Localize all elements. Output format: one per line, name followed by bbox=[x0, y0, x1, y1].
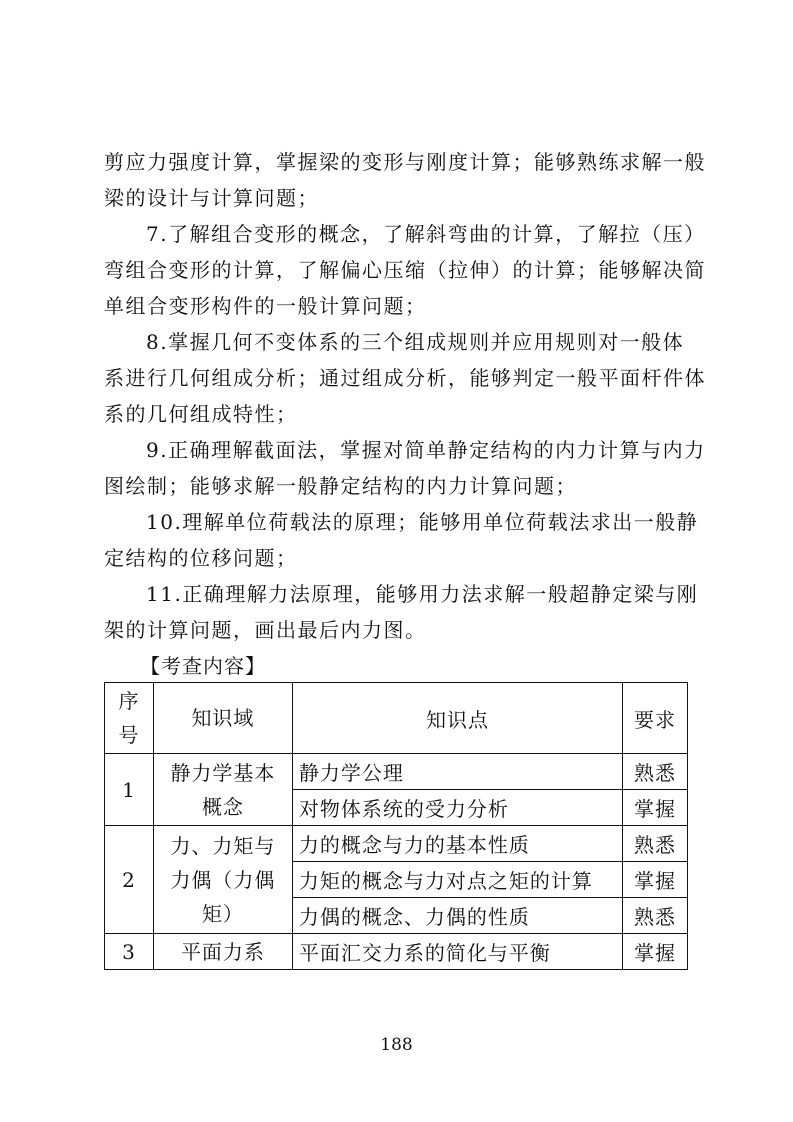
point-cell: 静力学公理 bbox=[292, 754, 622, 790]
page-number: 188 bbox=[380, 1035, 413, 1055]
body-line: 10.理解单位荷载法的原理；能够用单位荷载法求出一般静 bbox=[146, 510, 699, 534]
header-point: 知识点 bbox=[292, 683, 622, 754]
body-line: 架的计算问题，画出最后内力图。 bbox=[104, 618, 427, 642]
body-line: 7.了解组合变形的概念，了解斜弯曲的计算，了解拉（压） bbox=[146, 222, 706, 246]
point-cell: 对物体系统的受力分析 bbox=[292, 790, 622, 826]
domain-label: 力、力矩与力偶（力偶矩） bbox=[170, 833, 276, 926]
requirement-cell: 熟悉 bbox=[623, 826, 688, 862]
seq-cell: 3 bbox=[105, 934, 154, 970]
requirement-cell: 熟悉 bbox=[623, 898, 688, 934]
body-line: 单组合变形构件的一般计算问题； bbox=[104, 294, 427, 318]
seq-cell: 1 bbox=[105, 754, 154, 826]
table-row bbox=[105, 934, 688, 970]
point-cell: 力偶的概念、力偶的性质 bbox=[292, 898, 622, 934]
point-cell: 平面汇交力系的简化与平衡 bbox=[292, 934, 622, 970]
body-line: 梁的设计与计算问题； bbox=[104, 186, 319, 210]
body-line: 9.正确理解截面法，掌握对简单静定结构的内力计算与内力 bbox=[146, 438, 706, 462]
body-line: 剪应力强度计算，掌握梁的变形与刚度计算；能够熟练求解一般 bbox=[104, 150, 706, 174]
body-line: 定结构的位移问题； bbox=[104, 546, 298, 570]
header-domain: 知识域 bbox=[153, 683, 292, 754]
header-seq-label: 序号 bbox=[118, 689, 140, 747]
header-seq bbox=[105, 683, 154, 754]
body-line: 图绘制；能够求解一般静定结构的内力计算问题； bbox=[104, 474, 577, 498]
requirement-cell: 掌握 bbox=[623, 862, 688, 898]
point-cell: 力矩的概念与力对点之矩的计算 bbox=[292, 862, 622, 898]
body-line: 弯组合变形的计算，了解偏心压缩（拉伸）的计算；能够解决简 bbox=[104, 258, 706, 282]
domain-cell bbox=[153, 826, 292, 934]
table-row bbox=[105, 826, 688, 862]
point-cell: 力的概念与力的基本性质 bbox=[292, 826, 622, 862]
requirement-cell: 掌握 bbox=[623, 790, 688, 826]
body-line: 11.正确理解力法原理，能够用力法求解一般超静定梁与刚 bbox=[146, 582, 699, 606]
body-line: 系进行几何组成分析；通过组成分析，能够判定一般平面杆件体 bbox=[104, 366, 706, 390]
content-table bbox=[104, 682, 688, 970]
requirement-cell: 掌握 bbox=[623, 934, 688, 970]
seq-cell: 2 bbox=[105, 826, 154, 934]
table-row bbox=[105, 754, 688, 790]
domain-cell: 平面力系 bbox=[153, 934, 292, 970]
domain-label: 静力学基本概念 bbox=[170, 760, 276, 819]
table-header-row bbox=[105, 683, 688, 754]
domain-cell bbox=[153, 754, 292, 826]
section-heading: 【考查内容】 bbox=[140, 654, 266, 678]
requirement-cell: 熟悉 bbox=[623, 754, 688, 790]
header-requirement: 要求 bbox=[623, 683, 688, 754]
body-line: 8.掌握几何不变体系的三个组成规则并应用规则对一般体 bbox=[146, 330, 685, 354]
body-line: 系的几何组成特性； bbox=[104, 402, 298, 426]
